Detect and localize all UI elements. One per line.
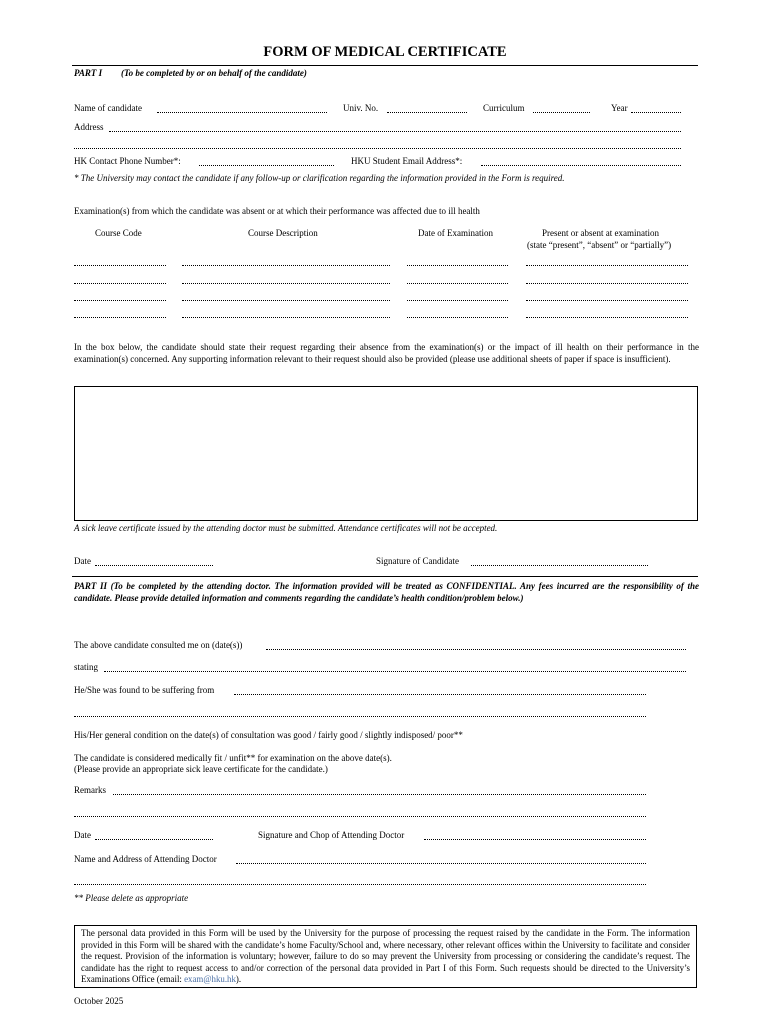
title-rule: [72, 65, 698, 66]
part2-rule: [72, 576, 698, 577]
candidate-request-box[interactable]: [74, 386, 698, 521]
remarks-label: Remarks: [74, 785, 106, 795]
fit-instruction: (Please provide an appropriate sick leave certificate for the candidate.): [74, 764, 328, 774]
consulted-label: The above candidate consulted me on (date(s)): [74, 640, 243, 650]
year-label: Year: [611, 103, 628, 113]
form-title: FORM OF MEDICAL CERTIFICATE: [263, 44, 507, 60]
box-instructions: In the box below, the candidate should state their request regarding their absence from the examination(s) or the impact of ill health on their performance in the examination(s) concerned. Any supporting information relevant to their request should also be provided (please use additional sheets of paper if space is insufficient).: [74, 342, 699, 364]
suffering-label: He/She was found to be suffering from: [74, 685, 215, 695]
address-label: Address: [74, 122, 104, 132]
part2-heading: PART II (To be completed by the attending doctor. The information provided will be treated as CONFIDENTIAL. Any fees incurred are the responsibility of the candidate. Please provide detailed information and comments regarding the candidate’s health condition/problem below.): [74, 581, 699, 603]
col-course-code: Course Code: [95, 228, 142, 238]
part1-subtitle: (To be completed by or on behalf of the candidate): [121, 68, 307, 78]
row3-present[interactable]: [526, 300, 688, 301]
privacy-notice-box: [74, 925, 697, 988]
row1-course-code[interactable]: [74, 265, 166, 266]
candidate-date-field[interactable]: [95, 565, 213, 566]
row2-course-code[interactable]: [74, 283, 166, 284]
row4-course-description[interactable]: [182, 317, 390, 318]
col-present-absent-sub: (state “present”, “absent” or “partially”): [527, 240, 672, 250]
exam-intro: Examination(s) from which the candidate was absent or at which their performance was affected due to ill health: [74, 206, 480, 216]
name-of-candidate-label: Name of candidate: [74, 103, 142, 113]
col-date-of-examination: Date of Examination: [418, 228, 493, 238]
row3-date[interactable]: [407, 300, 508, 301]
follow-up-note: * The University may contact the candidate if any follow-up or clarification regarding the information provided in the Form is required.: [74, 173, 565, 183]
row1-date[interactable]: [407, 265, 508, 266]
row4-course-code[interactable]: [74, 317, 166, 318]
doctor-date-field[interactable]: [95, 839, 213, 840]
part1-label: PART I: [74, 68, 103, 78]
email-field[interactable]: [481, 165, 681, 166]
curriculum-field[interactable]: [533, 112, 590, 113]
row2-present[interactable]: [526, 283, 688, 284]
candidate-signature-label: Signature of Candidate: [376, 556, 459, 566]
remarks-field-line2[interactable]: [74, 816, 646, 817]
doctor-name-address-line1[interactable]: [236, 863, 646, 864]
univ-no-label: Univ. No.: [343, 103, 379, 113]
privacy-text: The personal data provided in this Form will be used by the University for the purpose of processing the request raised by the candidate in the Form. The information provided in this Form will be shared with the candidate’s home Faculty/School and, where necessary, other relevant offices within the University to facilitate and consider the request. Provision of the information is voluntary; however, failure to do so may prevent the University from processing or considering the candidate’s request. The candidate has the right to request access to and/or correction of the personal data provided in Part I of this Form. Such requests should be directed to the University’s Examinations Office (email:: [81, 928, 690, 985]
general-condition: His/Her general condition on the date(s) of consultation was good / fairly good / slightly indisposed/ poor**: [74, 730, 463, 740]
address-field-line1[interactable]: [109, 131, 681, 132]
col-course-description: Course Description: [248, 228, 318, 238]
doctor-signature-label: Signature and Chop of Attending Doctor: [258, 830, 405, 840]
email-label: HKU Student Email Address*:: [351, 156, 463, 166]
row2-course-description[interactable]: [182, 283, 390, 284]
fit-statement: The candidate is considered medically fit / unfit** for examination on the above date(s).: [74, 753, 392, 763]
doctor-name-address-line2[interactable]: [74, 884, 646, 885]
remarks-field-line1[interactable]: [113, 794, 646, 795]
curriculum-label: Curriculum: [483, 103, 525, 113]
candidate-date-label: Date: [74, 556, 91, 566]
row1-present[interactable]: [526, 265, 688, 266]
row4-date[interactable]: [407, 317, 508, 318]
doctor-name-address-label: Name and Address of Attending Doctor: [74, 854, 217, 864]
delete-note: ** Please delete as appropriate: [74, 893, 189, 903]
exam-office-email-link[interactable]: exam@hku.hk: [184, 974, 236, 985]
stating-field[interactable]: [104, 671, 686, 672]
phone-field[interactable]: [199, 165, 334, 166]
doctor-date-label: Date: [74, 830, 91, 840]
candidate-signature-field[interactable]: [471, 565, 648, 566]
year-field[interactable]: [631, 112, 681, 113]
privacy-closing: ).: [235, 974, 242, 985]
suffering-field-line2[interactable]: [74, 716, 646, 717]
footer-date: October 2025: [74, 996, 124, 1006]
suffering-field-line1[interactable]: [234, 694, 646, 695]
name-of-candidate-field[interactable]: [157, 112, 327, 113]
row3-course-description[interactable]: [182, 300, 390, 301]
row4-present[interactable]: [526, 317, 688, 318]
col-present-absent: Present or absent at examination: [542, 228, 659, 238]
sick-leave-note: A sick leave certificate issued by the attending doctor must be submitted. Attendance certificates will not be accepted.: [74, 523, 498, 533]
row3-course-code[interactable]: [74, 300, 166, 301]
univ-no-field[interactable]: [387, 112, 467, 113]
row1-course-description[interactable]: [182, 265, 390, 266]
stating-label: stating: [74, 662, 98, 672]
row2-date[interactable]: [407, 283, 508, 284]
phone-label: HK Contact Phone Number*:: [74, 156, 181, 166]
consulted-dates-field[interactable]: [266, 649, 686, 650]
privacy-notice: [81, 928, 690, 986]
address-field-line2[interactable]: [74, 148, 681, 149]
doctor-signature-field[interactable]: [424, 839, 646, 840]
